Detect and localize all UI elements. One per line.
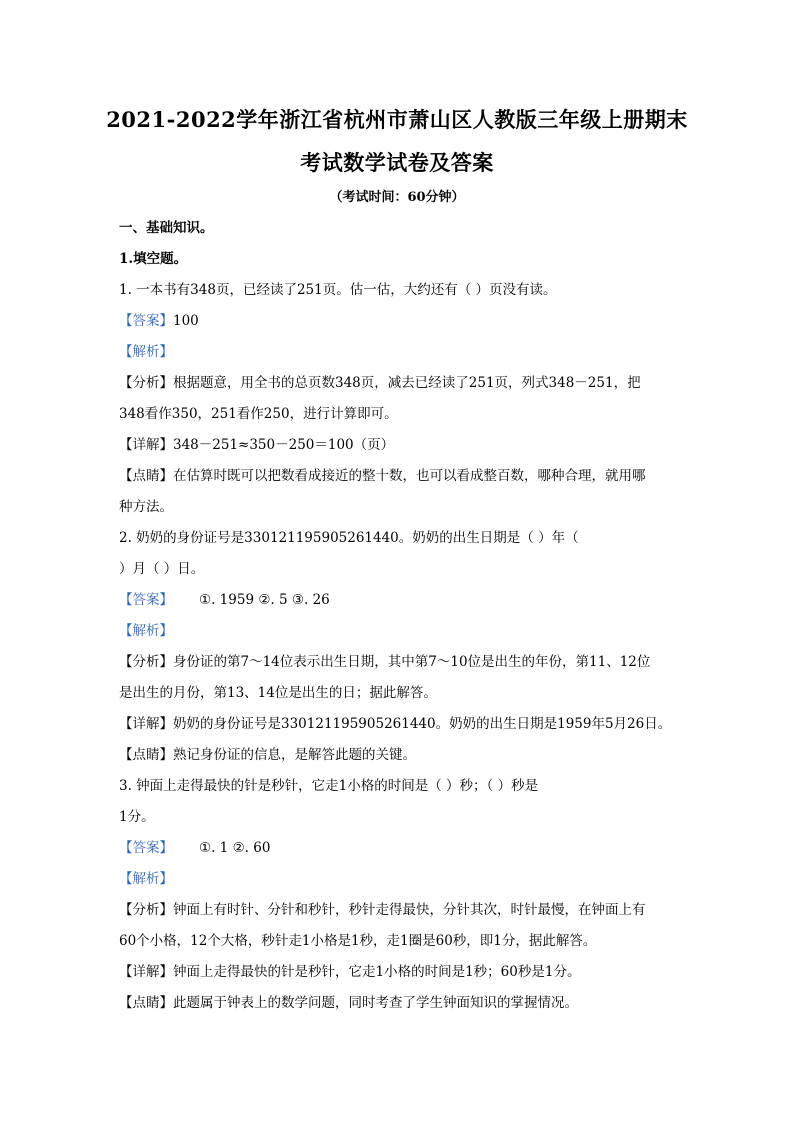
question-3-answer — [119, 838, 679, 858]
fenxi-tag: 【分析】 — [119, 375, 173, 391]
question-3-dianjing — [119, 993, 679, 1013]
analysis-tag: 【解析】 — [119, 344, 173, 360]
question-3-fenxi-cont: 60个小格，12个大格，秒针走1小格是1秒，走1圈是60秒，即1分，据此解答。 — [119, 933, 597, 949]
question-1-dianjing-cont: 种方法。 — [119, 499, 173, 515]
dianjing-tag: 【点睛】 — [119, 468, 173, 484]
page-title-line2: 考试数学试卷及答案 — [300, 150, 494, 175]
xiangjie-text: 奶奶的身份证号是330121195905261440。奶奶的出生日期是1959年5月26日。 — [173, 716, 672, 732]
fenxi-text: 根据题意，用全书的总页数348页，减去已经读了251页，列式348－251，把 — [173, 375, 641, 391]
answer-value: ①. 1 ②. 60 — [199, 840, 271, 856]
dianjing-text: 在估算时既可以把数看成接近的整十数，也可以看成整百数，哪种合理，就用哪 — [173, 468, 646, 484]
question-2-text-cont: ）月（ ）日。 — [119, 561, 205, 577]
exam-duration: （考试时间：60分钟） — [329, 190, 465, 205]
question-1-answer — [119, 311, 679, 331]
question-3-text: 3. 钟面上走得最快的针是秒针，它走1小格的时间是（ ）秒；（ ）秒是 — [119, 778, 539, 794]
analysis-tag: 【解析】 — [119, 623, 173, 639]
fenxi-text: 身份证的第7～14位表示出生日期，其中第7～10位是出生的年份，第11、12位 — [173, 654, 651, 670]
question-3-analysis — [119, 869, 679, 889]
question-2-text: 2. 奶奶的身份证号是330121195905261440。奶奶的出生日期是（ ）年（ — [119, 530, 579, 546]
question-2-fenxi-cont: 是出生的月份，第13、14位是出生的日；据此解答。 — [119, 685, 437, 701]
page-title-line1: 2021-2022学年浙江省杭州市萧山区人教版三年级上册期末 — [106, 107, 688, 132]
question-2-answer — [119, 590, 679, 610]
answer-tag: 【答案】 — [119, 840, 173, 856]
fenxi-tag: 【分析】 — [119, 654, 173, 670]
dianjing-text: 此题属于钟表上的数学问题，同时考查了学生钟面知识的掌握情况。 — [173, 995, 578, 1011]
answer-tag: 【答案】 — [119, 313, 173, 329]
question-1-fenxi — [119, 373, 679, 393]
fenxi-text: 钟面上有时针、分针和秒针，秒针走得最快，分针其次，时针最慢，在钟面上有 — [173, 902, 646, 918]
answer-value: 100 — [173, 313, 199, 329]
answer-value: ①. 1959 ②. 5 ③. 26 — [199, 592, 330, 608]
question-2-fenxi — [119, 652, 679, 672]
question-2-analysis — [119, 621, 679, 641]
question-3-xiangjie — [119, 962, 679, 982]
question-3-text-cont: 1分。 — [119, 809, 155, 825]
dianjing-tag: 【点睛】 — [119, 747, 173, 763]
dianjing-tag: 【点睛】 — [119, 995, 173, 1011]
xiangjie-tag: 【详解】 — [119, 716, 173, 732]
question-1-fenxi-cont: 348看作350，251看作250，进行计算即可。 — [119, 406, 398, 422]
xiangjie-tag: 【详解】 — [119, 964, 173, 980]
xiangjie-text: 钟面上走得最快的针是秒针，它走1小格的时间是1秒；60秒是1分。 — [173, 964, 581, 980]
analysis-tag: 【解析】 — [119, 871, 173, 887]
xiangjie-tag: 【详解】 — [119, 437, 173, 453]
answer-tag: 【答案】 — [119, 592, 173, 608]
question-2-xiangjie — [119, 714, 679, 734]
question-2-dianjing — [119, 745, 679, 765]
question-1-dianjing — [119, 466, 679, 486]
dianjing-text: 熟记身份证的信息，是解答此题的关键。 — [173, 747, 416, 763]
question-1-xiangjie — [119, 435, 679, 455]
fenxi-tag: 【分析】 — [119, 902, 173, 918]
xiangjie-text: 348－251≈350－250＝100（页） — [173, 437, 395, 453]
question-1-text: 1. 一本书有348页，已经读了251页。估一估，大约还有（ ）页没有读。 — [119, 282, 557, 298]
question-3-fenxi — [119, 900, 679, 920]
section-subheading: 1.填空题。 — [119, 251, 188, 267]
section-heading: 一、基础知识。 — [119, 220, 214, 236]
question-1-analysis — [119, 342, 679, 362]
